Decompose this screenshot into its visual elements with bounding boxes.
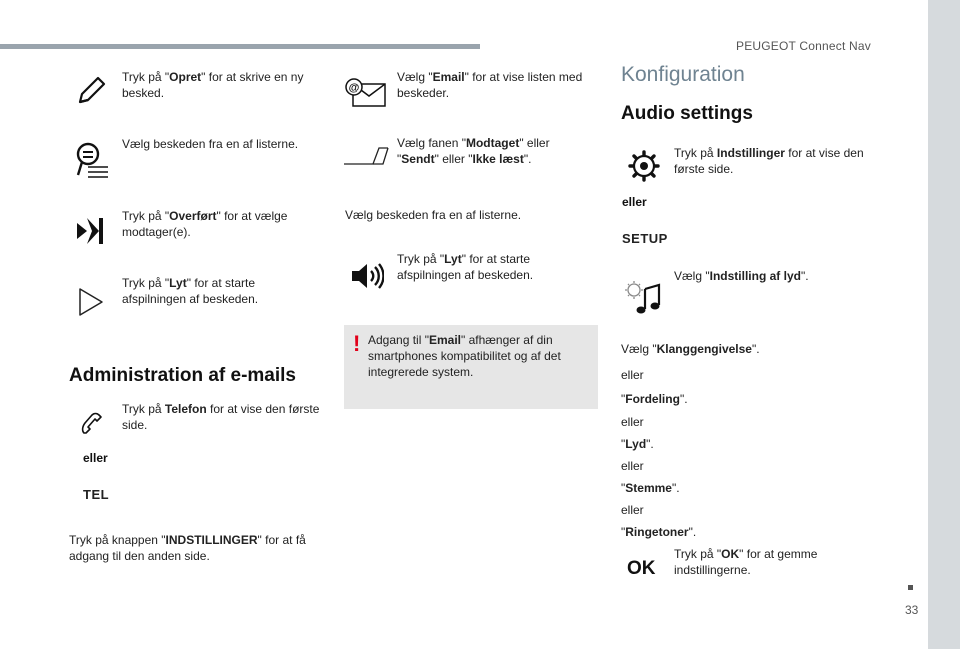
option-stemme: "Stemme". bbox=[621, 481, 680, 495]
choose-sound: Vælg "Klanggengivelse". bbox=[621, 342, 760, 356]
right-item-ok: Tryk på "OK" for at gemme indstillingerne. bbox=[674, 547, 818, 577]
option-or-3: eller bbox=[621, 459, 644, 473]
or-label: eller bbox=[622, 195, 647, 209]
mid-item-listen: Tryk på "Lyt" for at starte afspilningen af beskeden. bbox=[397, 252, 534, 282]
svg-text:@: @ bbox=[348, 82, 360, 94]
pencil-icon bbox=[76, 74, 106, 106]
left-item-listen: Tryk på "Lyt" for at starte afspilningen af beskeden. bbox=[122, 276, 259, 306]
header-rule bbox=[0, 44, 480, 49]
page-side-strip bbox=[928, 0, 960, 649]
option-or-1: eller bbox=[621, 368, 644, 382]
speaker-icon bbox=[350, 262, 384, 290]
audio-settings-icon bbox=[623, 279, 663, 315]
left-item-forward: Tryk på "Overført" for at vælge modtager(e). bbox=[122, 209, 288, 239]
message-list-icon bbox=[74, 140, 110, 178]
option-fordeling: "Fordeling". bbox=[621, 392, 688, 406]
running-header: PEUGEOT Connect Nav bbox=[736, 39, 871, 53]
play-icon bbox=[78, 287, 104, 317]
gear-icon bbox=[628, 150, 660, 182]
phone-icon bbox=[80, 411, 104, 437]
left-item-create: Tryk på "Opret" for at skrive en ny besked. bbox=[122, 70, 304, 100]
mid-select-text: Vælg beskeden fra en af listerne. bbox=[345, 208, 522, 222]
config-title: Konfiguration bbox=[621, 63, 745, 86]
forward-icon bbox=[74, 215, 106, 247]
left-item-select: Vælg beskeden fra en af listerne. bbox=[122, 137, 299, 151]
section-title-audio: Audio settings bbox=[621, 103, 753, 124]
option-lyd: "Lyd". bbox=[621, 437, 654, 451]
mid-item-email: Vælg "Email" for at vise listen med beskeder. bbox=[397, 70, 583, 100]
option-or-2: eller bbox=[621, 415, 644, 429]
left-footer-text: Tryk på knappen "INDSTILLINGER" for at få adgang til den anden side. bbox=[69, 533, 306, 563]
tab-folder-icon bbox=[343, 146, 389, 166]
note-text: Adgang til "Email" afhænger af din smartphones kompatibilitet og af det integrerede system. bbox=[368, 333, 561, 379]
warning-icon: ! bbox=[353, 331, 361, 356]
right-item-audio: Vælg "Indstilling af lyd". bbox=[674, 269, 809, 283]
section-title-email-admin: Administration af e-mails bbox=[69, 365, 296, 386]
or-label: eller bbox=[83, 451, 108, 465]
mid-item-tabs: Vælg fanen "Modtaget" eller "Sendt" eller "Ikke læst". bbox=[397, 136, 550, 166]
tel-label: TEL bbox=[83, 487, 110, 502]
option-or-4: eller bbox=[621, 503, 644, 517]
right-item-settings: Tryk på Indstillinger for at vise den første side. bbox=[674, 146, 864, 176]
page-number: 33 bbox=[905, 603, 919, 617]
email-icon bbox=[345, 78, 387, 108]
setup-label: SETUP bbox=[622, 231, 668, 246]
page-marker bbox=[908, 585, 913, 590]
ok-label: OK bbox=[627, 558, 656, 579]
left-item-phone: Tryk på Telefon for at vise den første side. bbox=[122, 402, 320, 432]
option-ringetoner: "Ringetoner". bbox=[621, 525, 697, 539]
